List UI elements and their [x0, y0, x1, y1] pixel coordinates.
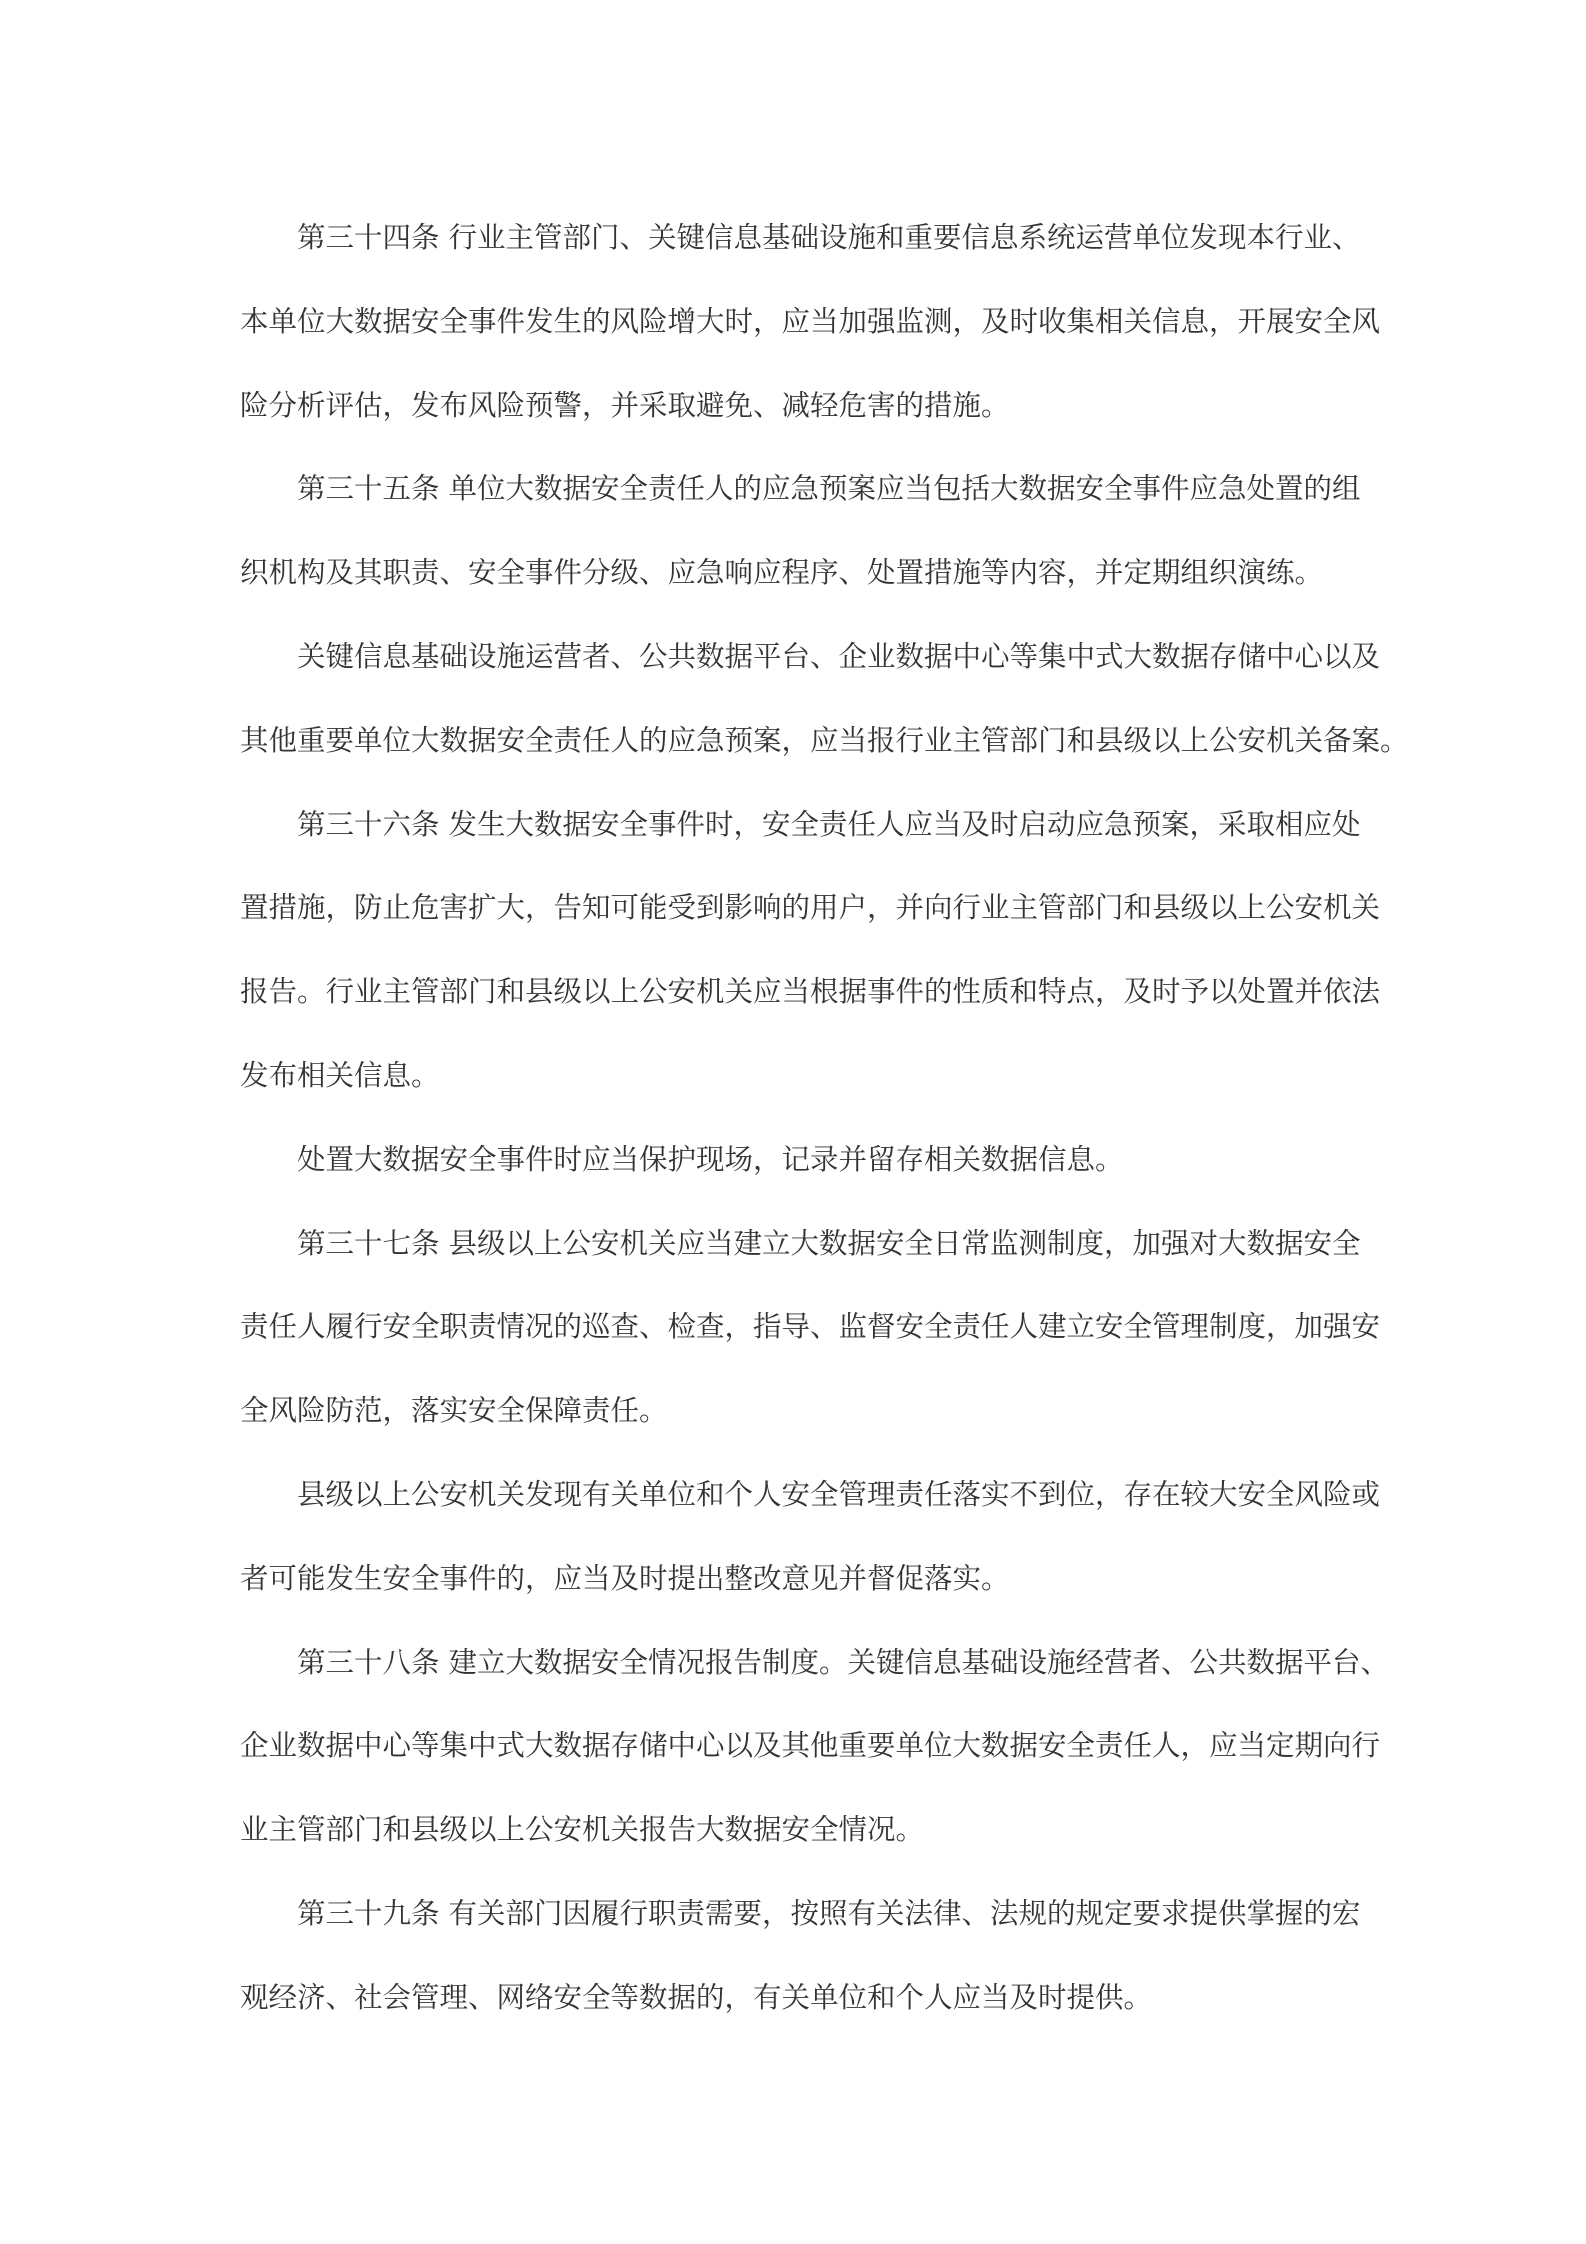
paragraph-line: 第三十四条 行业主管部门、关键信息基础设施和重要信息系统运营单位发现本行业、: [297, 221, 1361, 254]
paragraph: [240, 1118, 1360, 1202]
paragraph: [240, 1872, 1360, 2040]
paragraph-line: 报告。行业主管部门和县级以上公安机关应当根据事件的性质和特点，及时予以处置并依法: [240, 975, 1381, 1009]
paragraph-line: 责任人履行安全职责情况的巡查、检查，指导、监督安全责任人建立安全管理制度，加强安: [240, 1310, 1381, 1344]
paragraph-line: 其他重要单位大数据安全责任人的应急预案，应当报行业主管部门和县级以上公安机关备案。: [240, 723, 1409, 757]
paragraph: [240, 1621, 1390, 1872]
paragraph: [240, 447, 1360, 615]
paragraph: [240, 1202, 1381, 1453]
paragraph-line: 关键信息基础设施运营者、公共数据平台、企业数据中心等集中式大数据存储中心以及: [297, 639, 1381, 673]
paragraph-line: 企业数据中心等集中式大数据存储中心以及其他重要单位大数据安全责任人，应当定期向行: [240, 1729, 1381, 1763]
paragraph-line: 全风险防范，落实安全保障责任。: [240, 1394, 668, 1428]
paragraph-line: 置措施，防止危害扩大，告知可能受到影响的用户，并向行业主管部门和县级以上公安机关: [240, 891, 1381, 925]
document-body: [240, 196, 1409, 2040]
paragraph-line: 第三十九条 有关部门因履行职责需要，按照有关法律、法规的规定要求提供掌握的宏: [297, 1896, 1361, 1930]
paragraph-line: 本单位大数据安全事件发生的风险增大时，应当加强监测，及时收集相关信息，开展安全风: [240, 304, 1381, 338]
paragraph-line: 第三十五条 单位大数据安全责任人的应急预案应当包括大数据安全事件应急处置的组: [297, 472, 1361, 506]
paragraph: [240, 196, 1381, 447]
paragraph-line: 者可能发生安全事件的，应当及时提出整改意见并督促落实。: [240, 1561, 1010, 1595]
paragraph: [240, 1453, 1381, 1621]
paragraph-line: 县级以上公安机关发现有关单位和个人安全管理责任落实不到位，存在较大安全风险或: [297, 1477, 1381, 1511]
paragraph-line: 第三十六条 发生大数据安全事件时，安全责任人应当及时启动应急预案，采取相应处: [297, 807, 1361, 841]
paragraph-line: 第三十七条 县级以上公安机关应当建立大数据安全日常监测制度，加强对大数据安全: [297, 1226, 1361, 1260]
paragraph: [240, 615, 1409, 783]
paragraph: [240, 783, 1381, 1118]
paragraph-line: 发布相关信息。: [240, 1058, 440, 1092]
paragraph-line: 处置大数据安全事件时应当保护现场，记录并留存相关数据信息。: [297, 1142, 1124, 1176]
paragraph-line: 织机构及其职责、安全事件分级、应急响应程序、处置措施等内容，并定期组织演练。: [240, 556, 1324, 590]
paragraph-line: 业主管部门和县级以上公安机关报告大数据安全情况。: [240, 1813, 925, 1847]
paragraph-line: 险分析评估，发布风险预警，并采取避免、减轻危害的措施。: [240, 388, 1010, 422]
paragraph-line: 观经济、社会管理、网络安全等数据的，有关单位和个人应当及时提供。: [240, 1980, 1153, 2014]
paragraph-line: 第三十八条 建立大数据安全情况报告制度。关键信息基础设施经营者、公共数据平台、: [297, 1645, 1390, 1679]
